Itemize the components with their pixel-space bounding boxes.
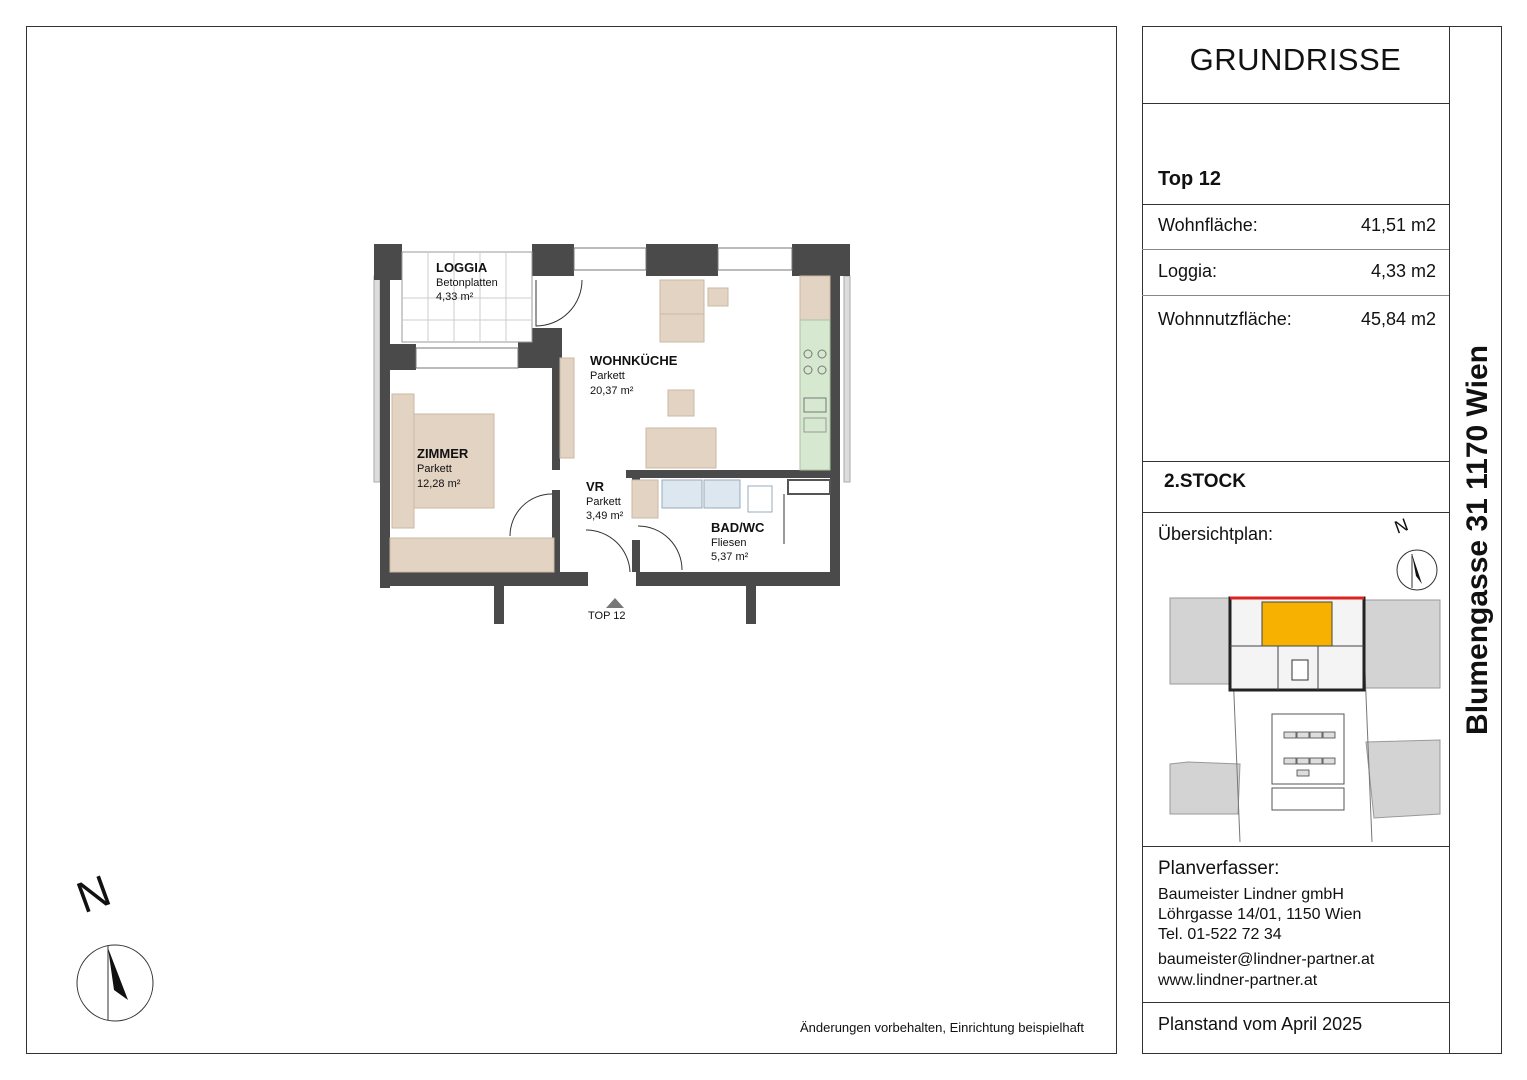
room-area: 3,49 m² <box>586 510 624 522</box>
room-name: BAD/WC <box>711 520 765 535</box>
room-area: 4,33 m² <box>436 291 474 303</box>
author-line: Löhrgasse 14/01, 1150 Wien <box>1158 906 1362 923</box>
floor-label: 2.STOCK <box>1164 471 1247 492</box>
entrance-label: TOP 12 <box>588 610 626 622</box>
divider <box>1142 204 1449 205</box>
row-value: 41,51 m2 <box>1360 215 1436 235</box>
author-line: Baumeister Lindner gmbH <box>1158 886 1344 903</box>
room-floor: Betonplatten <box>436 277 498 289</box>
divider <box>1142 249 1449 250</box>
disclaimer: Änderungen vorbehalten, Einrichtung beispielhaft <box>800 1020 1085 1035</box>
overview-north-label: N <box>1391 514 1411 538</box>
author-email-link[interactable]: baumeister@lindner-partner.at <box>1158 951 1375 968</box>
room-name: LOGGIA <box>436 260 488 275</box>
address-strip-divider <box>1449 26 1450 1054</box>
address-vertical: Blumengasse 31 1170 Wien <box>1461 345 1494 735</box>
room-floor: Parkett <box>417 463 452 475</box>
row-value: 4,33 m2 <box>1370 261 1436 281</box>
divider <box>1142 846 1449 847</box>
row-label: Wohnfläche: <box>1158 215 1258 235</box>
overview-site-plan <box>1168 592 1442 842</box>
room-floor: Parkett <box>590 370 625 382</box>
divider <box>1142 103 1449 104</box>
room-name: ZIMMER <box>417 446 469 461</box>
row-label: Wohnnutzfläche: <box>1158 309 1292 329</box>
author-line: Tel. 01-522 72 34 <box>1158 926 1282 943</box>
overview-compass-icon <box>1395 548 1439 592</box>
room-floor: Parkett <box>586 496 621 508</box>
room-area: 5,37 m² <box>711 551 749 563</box>
author-heading: Planverfasser: <box>1158 858 1280 879</box>
row-label: Loggia: <box>1158 261 1218 281</box>
overview-label: Übersichtplan: <box>1158 524 1274 544</box>
room-area: 20,37 m² <box>590 385 634 397</box>
room-floor: Fliesen <box>711 537 747 549</box>
row-value: 45,84 m2 <box>1360 309 1436 329</box>
compass-north-label: N <box>70 866 118 923</box>
unit-label: Top 12 <box>1158 168 1221 190</box>
divider <box>1142 1002 1449 1003</box>
divider <box>1142 512 1449 513</box>
divider <box>1142 461 1449 462</box>
room-area: 12,28 m² <box>417 478 461 490</box>
plan-status: Planstand vom April 2025 <box>1158 1014 1363 1034</box>
compass-icon <box>70 938 160 1028</box>
panel-title: GRUNDRISSE <box>1189 42 1402 77</box>
room-name: VR <box>586 479 605 494</box>
divider <box>1142 295 1449 296</box>
author-web-link[interactable]: www.lindner-partner.at <box>1158 972 1318 989</box>
room-name: WOHNKÜCHE <box>590 353 678 368</box>
